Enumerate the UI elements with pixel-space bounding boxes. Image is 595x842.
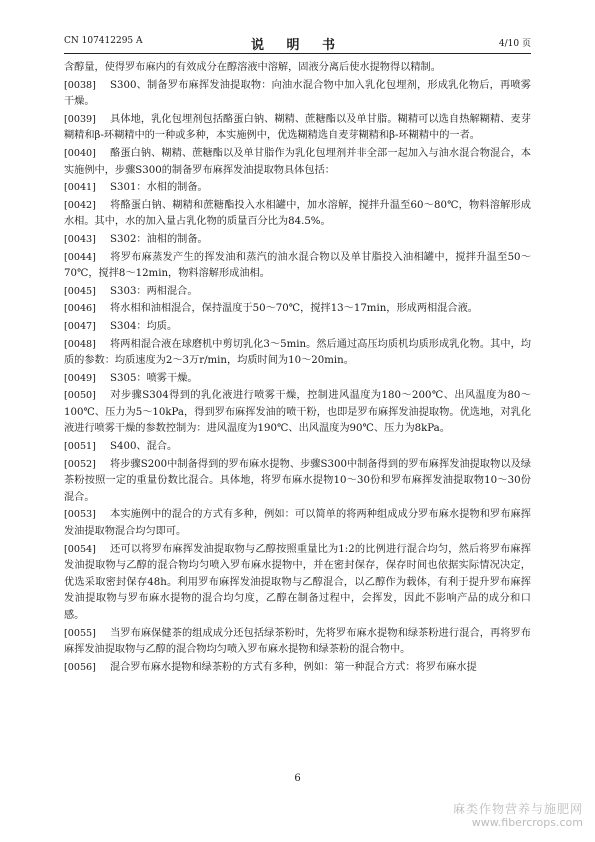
paragraph-number: [0045] bbox=[64, 285, 96, 297]
paragraph bbox=[64, 542, 531, 625]
paragraph-number: [0052] bbox=[64, 458, 96, 470]
paragraph-number: [0054] bbox=[64, 543, 96, 555]
paragraph-number: [0040] bbox=[64, 147, 96, 159]
paragraph bbox=[64, 457, 531, 507]
paragraph-number: [0041] bbox=[64, 182, 96, 194]
paragraph-number: [0050] bbox=[64, 390, 96, 402]
paragraph bbox=[64, 250, 531, 283]
paragraph-text: 酪蛋白钠、糊精、蔗糖酯以及单甘脂作为乳化包埋剂并非全部一起加入与油水混合物混合，本实施例中，步骤S300的制备罗布麻挥发油提取物具体包括： bbox=[64, 147, 531, 176]
paragraph-number: [0048] bbox=[64, 338, 96, 350]
paragraph bbox=[64, 439, 531, 456]
paragraph-number: [0055] bbox=[64, 627, 96, 639]
watermark-url: www.fibercrops.com bbox=[471, 816, 583, 829]
watermark-site-name: 麻类作物营养与施肥网 bbox=[452, 802, 583, 816]
paragraph bbox=[64, 198, 531, 231]
paragraph-number: [0049] bbox=[64, 372, 96, 384]
paragraph bbox=[64, 371, 531, 388]
paragraph-text: S303：两相混合。 bbox=[110, 285, 198, 297]
paragraph bbox=[64, 319, 531, 336]
paragraph-text: S300、制备罗布麻挥发油提取物：向油水混合物中加入乳化包埋剂，形成乳化物后，再喷雾干燥。 bbox=[64, 79, 531, 108]
paragraph bbox=[64, 337, 531, 370]
paragraph-text: 还可以将罗布麻挥发油提取物与乙醇按照重量比为1:2的比例进行混合均匀，然后将罗布麻挥发油提取物与乙醇的混合物均匀喷入罗布麻水提物中，并在密封保存，保存时间也依据实际情况决定，优选采取密封保存48h。利用罗布麻挥发油提取物与乙醇混合，以乙醇作为载体，有利于提升罗布麻挥发油提取物与罗布麻水提物的混合均匀度，乙醇在制备过程中，会挥发，因此不影响产品的成分和口感。 bbox=[64, 543, 531, 621]
paragraph bbox=[64, 112, 531, 145]
paragraph bbox=[64, 660, 531, 677]
paragraph-text: 具体地，乳化包埋剂包括酪蛋白钠、糊精、蔗糖酯以及单甘脂。糊精可以选自热解糊精、麦芽糊精和β-环糊精中的一种或多种，本实施例中，优选糊精选自麦芽糊精和β-环糊精中的一者。 bbox=[64, 113, 531, 142]
paragraph bbox=[64, 301, 531, 318]
paragraph bbox=[64, 146, 531, 179]
paragraph bbox=[64, 626, 531, 659]
paragraph-text: 将罗布麻蒸发产生的挥发油和蒸汽的油水混合物以及单甘脂投入油相罐中，搅拌升温至50～70℃，搅拌8～12min，物料溶解形成油相。 bbox=[64, 251, 531, 280]
paragraph-text: S304：均质。 bbox=[110, 320, 178, 332]
document-body bbox=[64, 60, 531, 677]
paragraph bbox=[64, 180, 531, 197]
paragraph-number: [0042] bbox=[64, 199, 96, 211]
paragraph-text: 将两相混合液在球磨机中剪切乳化3～5min。然后通过高压均质机均质形成乳化物。其中，均质的参数：均质速度为2～3万r/min，均质时间为10～20min。 bbox=[64, 338, 531, 367]
paragraph-number: [0047] bbox=[64, 320, 96, 332]
document-title: 说 明 书 bbox=[250, 38, 345, 53]
paragraph-text: 将水相和油相混合，保持温度于50～70℃，搅拌13～17min，形成两相混合液。 bbox=[110, 303, 478, 315]
paragraph-number: [0044] bbox=[64, 251, 96, 263]
paragraph-text: S305：喷雾干燥。 bbox=[110, 372, 198, 384]
paragraph bbox=[64, 232, 531, 249]
paragraph-text: 将步骤S200中制备得到的罗布麻水提物、步骤S300中制备得到的罗布麻挥发油提取物以及绿茶粉按照一定的重量份数比混合。具体地，将罗布麻水提物10～30份和罗布麻挥发油提取物10～30份混合。 bbox=[64, 458, 531, 503]
paragraph-number: [0038] bbox=[64, 79, 96, 91]
paragraph-text: 将酪蛋白钠、糊精和蔗糖酯投入水相罐中，加水溶解，搅拌升温至60～80℃，物料溶解形成水相。其中，水的加入量占乳化物的质量百分比为84.5%。 bbox=[64, 199, 531, 228]
paragraph bbox=[64, 284, 531, 301]
paragraph-number: [0051] bbox=[64, 441, 96, 453]
paragraph-text: S302：油相的制备。 bbox=[110, 233, 208, 245]
paragraph-text: 混合罗布麻水提物和绿茶粉的方式有多种，例如：第一种混合方式：将罗布麻水提 bbox=[110, 661, 477, 673]
paragraph-number: [0056] bbox=[64, 661, 96, 673]
paragraph bbox=[64, 78, 531, 111]
paragraph-text: S301：水相的制备。 bbox=[110, 182, 208, 194]
site-watermark bbox=[453, 802, 583, 830]
paragraph-text: 对步骤S304得到的乳化液进行喷雾干燥，控制进风温度为180～200℃、出风温度为80～100℃、压力为5～10kPa，得到罗布麻挥发油的喷干粉，也即是罗布麻挥发油提取物。优选地，对乳化液进行喷雾干燥的参数控制为：进风温度为190℃、出风温度为90℃、压力为8kPa。 bbox=[64, 390, 531, 435]
paragraph bbox=[64, 507, 531, 540]
paragraph bbox=[64, 388, 531, 438]
paragraph-number: [0039] bbox=[64, 113, 96, 125]
paragraph-number: [0046] bbox=[64, 303, 96, 315]
paragraph-number: [0043] bbox=[64, 233, 96, 245]
patent-number: CN 107412295 A bbox=[64, 36, 143, 46]
paragraph-text: 本实施例中的混合的方式有多种，例如：可以简单的将两种组成成分罗布麻水提物和罗布麻挥发油提取物混合均匀即可。 bbox=[64, 509, 531, 538]
paragraph bbox=[64, 60, 531, 77]
page-indicator: 4/10 页 bbox=[498, 39, 531, 49]
header-divider bbox=[64, 53, 531, 54]
page-header bbox=[64, 34, 531, 53]
page-number: 6 bbox=[294, 773, 301, 784]
paragraph-number: [0053] bbox=[64, 509, 96, 521]
paragraph-text: 当罗布麻保健茶的组成成分还包括绿茶粉时，先将罗布麻水提物和绿茶粉进行混合，再将罗布麻挥发油提取物与乙醇的混合物均匀喷入罗布麻水提物和绿茶粉的混合物中。 bbox=[64, 627, 531, 656]
paragraph-text: 含醇量，使得罗布麻内的有效成分在醇溶液中溶解，固液分离后使水提物得以精制。 bbox=[64, 62, 441, 73]
paragraph-text: S400、混合。 bbox=[110, 441, 178, 453]
